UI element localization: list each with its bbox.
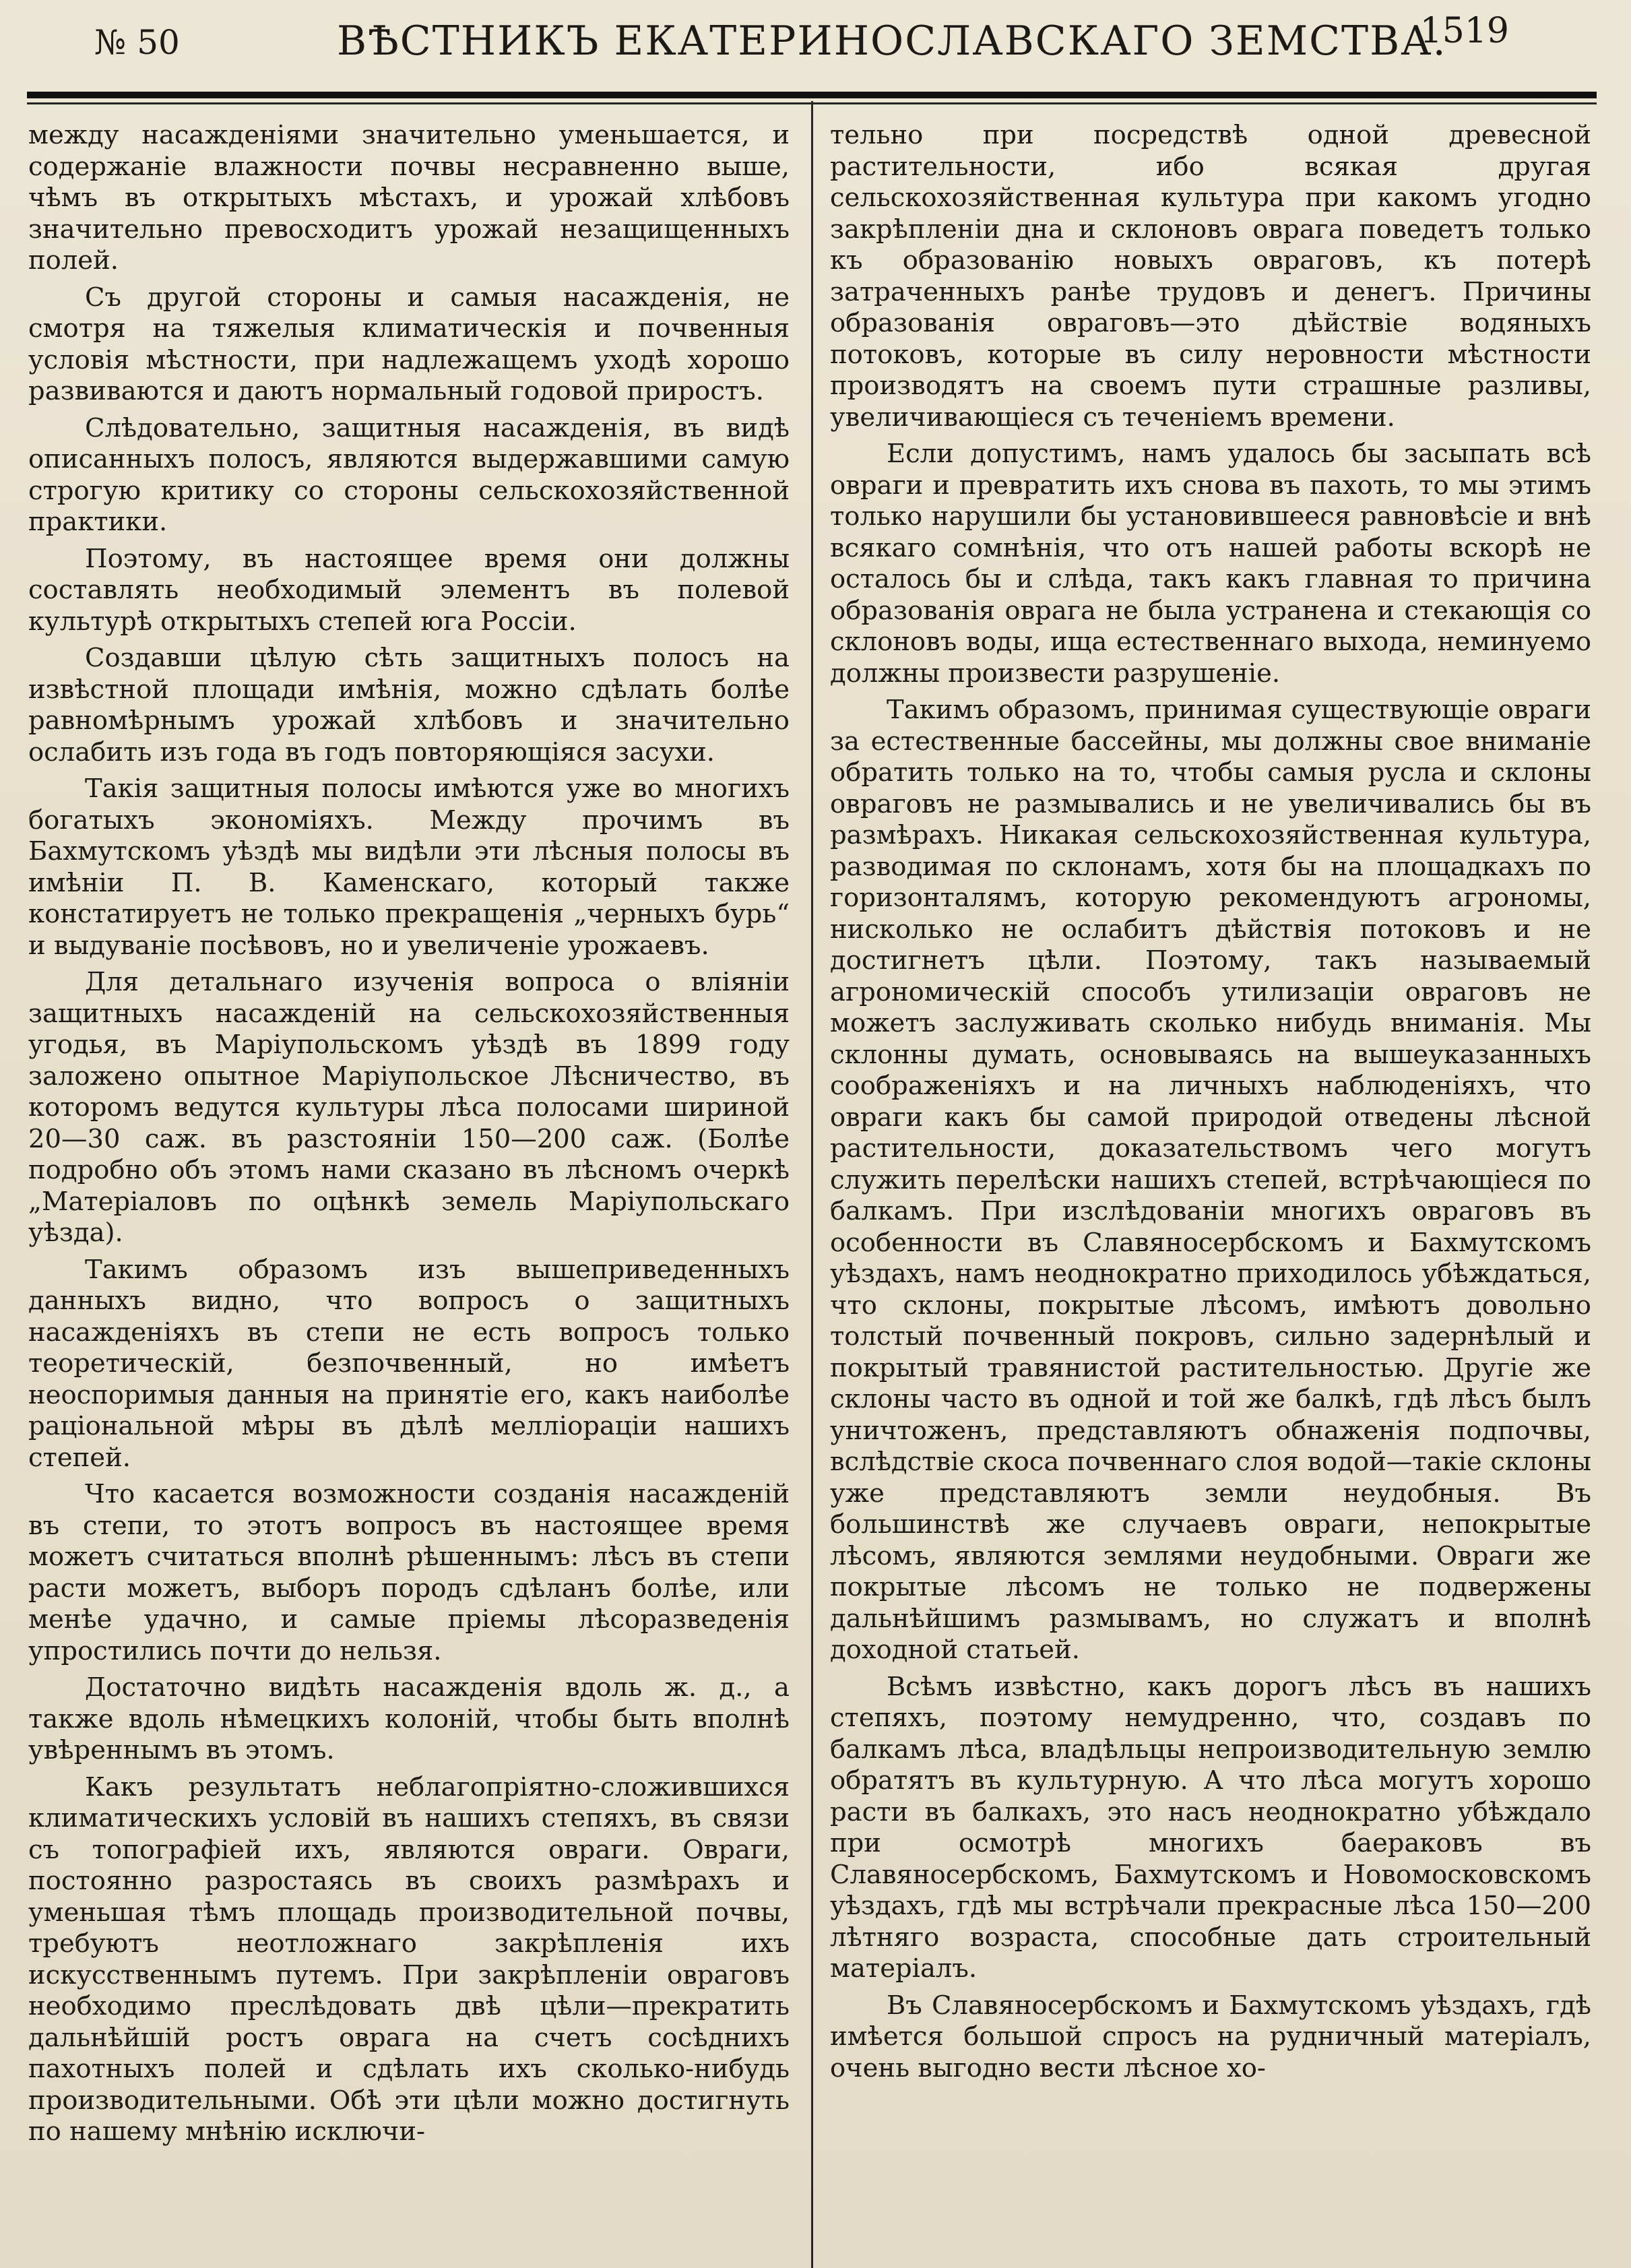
paragraph: Всѣмъ извѣстно, какъ дорогъ лѣсъ въ нашихъ степяхъ, поэтому немудренно, что, создавъ по балкамъ лѣса, владѣльцы непроизводительную землю обратятъ въ культурную. А что лѣса могутъ хорошо расти въ балкахъ, это насъ неоднократно убѣждало при осмотрѣ многихъ баераковъ въ Славяносербскомъ, Бахмутскомъ и Новомосковскомъ уѣздахъ, гдѣ мы встрѣчали прекрасные лѣса 150—200 лѣтняго возраста, способные дать строительный матеріалъ. (830, 1671, 1591, 1984)
page-number: 1519 (1419, 11, 1509, 51)
paragraph: тельно при посредствѣ одной древесной растительности, ибо всякая другая сельскохозяйственная культура при какомъ угодно закрѣпленіи дна и склоновъ оврага поведетъ только къ образованію новыхъ овраговъ, къ потерѣ затраченныхъ ранѣе трудовъ и денегъ. Причины образованія овраговъ—это дѣйствіе водяныхъ потоковъ, которые въ силу неровности мѣстности производятъ на своемъ пути страшные разливы, увеличивающіеся съ теченіемъ времени. (830, 120, 1591, 433)
paragraph: Такимъ образомъ, принимая существующіе овраги за естественные бассейны, мы должны свое вниманіе обратить только на то, чтобы самыя русла и склоны овраговъ не размывались и не увеличивались бы въ размѣрахъ. Никакая сельскохозяйственная культура, разводимая по склонамъ, хотя бы на площадкахъ по горизонталямъ, которую рекомендуютъ агрономы, нисколько не ослабитъ дѣйствія потоковъ и не достигнетъ цѣли. Поэтому, такъ называемый агрономическій способъ утилизаціи овраговъ не можетъ заслуживать сколько нибудь вниманія. Мы склонны думать, основываясь на вышеуказанныхъ соображеніяхъ и на личныхъ наблюденіяхъ, что овраги какъ бы самой природой отведены лѣсной растительности, доказательствомъ чего могутъ служить перелѣски нашихъ степей, встрѣчающіеся по балкамъ. При изслѣдованіи многихъ овраговъ въ особенности въ Славяносербскомъ и Бахмутскомъ уѣздахъ, намъ неоднократно приходилось убѣждаться, что склоны, покрытые лѣсомъ, имѣютъ довольно толстый почвенный покровъ, сильно задернѣлый и покрытый травянистой растительностью. Другіе же склоны часто въ одной и той же балкѣ, гдѣ лѣсъ былъ уничтоженъ, представляютъ обнаженія подпочвы, вслѣдствіе скоса почвеннаго слоя водой—такіе склоны уже представляютъ земли неудобныя. Въ большинствѣ же случаевъ овраги, непокрытые лѣсомъ, являются землями неудобными. Овраги же покрытые лѣсомъ не только не подвержены дальнѣйшимъ размывамъ, но служатъ и вполнѣ доходной статьей. (830, 695, 1591, 1665)
right-column (830, 120, 1591, 2263)
paragraph: Съ другой стороны и самыя насажденія, не смотря на тяжелыя климатическія и почвенныя условія мѣстности, при надлежащемъ уходѣ хорошо развиваются и даютъ нормальный годовой приростъ. (28, 282, 790, 406)
paragraph: Такія защитныя полосы имѣются уже во многихъ богатыхъ экономіяхъ. Между прочимъ въ Бахмутскомъ уѣздѣ мы видѣли эти лѣсныя полосы въ имѣніи П. В. Каменскаго, который также констатируетъ не только прекращенія „черныхъ бурь“ и выдуваніе посѣвовъ, но и увеличеніе урожаевъ. (28, 774, 790, 961)
paragraph: Такимъ образомъ изъ вышеприведенныхъ данныхъ видно, что вопросъ о защитныхъ насажденіяхъ въ степи не есть вопросъ только теоретическій, безпочвенный, но имѣетъ неоспоримыя данныя на принятіе его, какъ наиболѣе раціональной мѣры въ дѣлѣ мелліораціи нашихъ степей. (28, 1254, 790, 1473)
page-header (94, 11, 1509, 85)
paragraph: Какъ результатъ неблагопріятно-сложившихся климатическихъ условій въ нашихъ степяхъ, въ связи съ топографіей ихъ, являются овраги. Овраги, постоянно разростаясь въ своихъ размѣрахъ и уменьшая тѣмъ площадь производительной почвы, требуютъ неотложнаго закрѣпленія ихъ искусственнымъ путемъ. При закрѣпленіи овраговъ необходимо преслѣдовать двѣ цѣли—прекратить дальнѣйшій ростъ оврага на счетъ сосѣднихъ пахотныхъ полей и сдѣлать ихъ сколько-нибудь производительными. Обѣ эти цѣли можно достигнуть по нашему мнѣнію исключи- (28, 1771, 790, 2147)
header-rule-thick (27, 92, 1597, 98)
paragraph: Слѣдовательно, защитныя насажденія, въ видѣ описанныхъ полосъ, являются выдержавшими самую строгую критику со стороны сельскохозяйственной практики. (28, 412, 790, 537)
paragraph: Для детальнаго изученія вопроса о вліяніи защитныхъ насажденій на сельскохозяйственныя угодья, въ Маріупольскомъ уѣздѣ въ 1899 году заложено опытное Маріупольское Лѣсничество, въ которомъ ведутся культуры лѣса полосами шириной 20—30 саж. въ разстояніи 150—200 саж. (Болѣе подробно объ этомъ нами сказано въ лѣсномъ очеркѣ „Матеріаловъ по оцѣнкѣ земель Маріупольскаго уѣзда). (28, 967, 790, 1248)
paragraph: Въ Славяносербскомъ и Бахмутскомъ уѣздахъ, гдѣ имѣется большой спросъ на рудничный матеріалъ, очень выгодно вести лѣсное хо- (830, 1990, 1591, 2083)
paragraph: между насажденіями значительно уменьшается, и содержаніе влажности почвы несравненно выше, чѣмъ въ открытыхъ мѣстахъ, и урожай хлѣбовъ значительно превосходитъ урожай незащищенныхъ полей. (28, 120, 790, 276)
column-divider (811, 101, 813, 2268)
publication-title: ВѢСТНИКЪ ЕКАТЕРИНОСЛАВСКАГО ЗЕМСТВА. (337, 18, 1447, 65)
paragraph: Создавши цѣлую сѣть защитныхъ полосъ на извѣстной площади имѣнія, можно сдѣлать болѣе равномѣрнымъ урожай хлѣбовъ и значительно ослабить изъ года въ годъ повторяющіяся засухи. (28, 643, 790, 767)
left-column (28, 120, 790, 2263)
paragraph: Что касается возможности созданія насажденій въ степи, то этотъ вопросъ въ настоящее время можетъ считаться вполнѣ рѣшеннымъ: лѣсъ въ степи расти можетъ, выборъ породъ сдѣланъ болѣе, или менѣе удачно, и самые пріемы лѣсоразведенія упростились почти до нельзя. (28, 1479, 790, 1666)
issue-number: № 50 (94, 23, 180, 62)
paragraph: Поэтому, въ настоящее время они должны составлять необходимый элементъ въ полевой культурѣ открытыхъ степей юга Россіи. (28, 543, 790, 637)
paragraph: Достаточно видѣть насажденія вдоль ж. д., а также вдоль нѣмецкихъ колоній, чтобы быть вполнѣ увѣреннымъ въ этомъ. (28, 1672, 790, 1765)
paragraph: Если допустимъ, намъ удалось бы засыпать всѣ овраги и превратить ихъ снова въ пахоть, то мы этимъ только нарушили бы установившееся равновѣсіе и внѣ всякаго сомнѣнія, что отъ нашей работы вскорѣ не осталось бы и слѣда, такъ какъ главная то причина образованія оврага не была устранена и стекающія со склоновъ воды, ища естественнаго выхода, неминуемо должны произвести разрушеніе. (830, 439, 1591, 689)
